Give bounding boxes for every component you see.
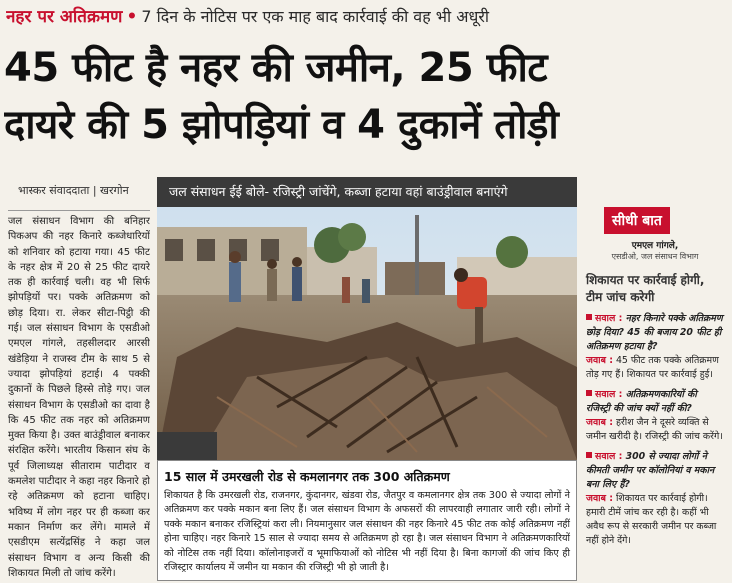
qa-answer: [586, 354, 724, 382]
encroachment-box-text: शिकायत है कि उमरखली रोड, राजनगर, कुंदानगर, खंडवा रोड, जैतपुर व कमलानगर क्षेत्र तक 300 से ज्यादा लोगों ने अतिक्रमण कर पक्के मकान बना लिए हैं। जल संसाधन विभाग के अफसरों की लापरवाही लगातार जारी रही। लोगों ने पक्के मकान बनाकर रजिस्ट्रियां करा ली। नियमानुसार जल संसाधन की नहर किनारे 45 फीट तक कोई अतिक्रमण नहीं होना चाहिए। नहर किनारे 15 साल से ज्यादा समय से अतिक्रमण हो रहा है। जल संसाधन विभाग ने अतिक्रमणकारियों को नोटिस तक नहीं दिया। कॉलोनाइजरों व भूमाफियाओं को नोटिस भी नहीं दिया है। बिना कागजों की जांच किए ही रजिस्ट्रार कार्यालय में जमीन या मकान की रजिस्ट्री भी हो जाती है।: [164, 490, 570, 574]
answer-label: जवाब :: [586, 355, 613, 366]
encroachment-box-heading: 15 साल में उमरखली रोड से कमलानगर तक 300 अतिक्रमण: [164, 469, 450, 484]
bullet-square-icon: [586, 390, 592, 396]
person-name: एमएल गांगले,: [631, 241, 679, 251]
column-rule: [8, 210, 150, 211]
answer-text: हरीश जैन ने दूसरे व्यक्ति से जमीन खरीदी है। रजिस्ट्री की जांच करेंगे।: [586, 417, 723, 442]
qa-question: [586, 388, 724, 416]
bullet-square-icon: [586, 314, 592, 320]
answer-label: जवाब :: [586, 493, 613, 504]
body-column: [8, 210, 150, 580]
question-label: सवाल :: [595, 313, 623, 324]
question-text: अतिक्रमणकारियों की रजिस्ट्री की जांच क्यों नहीं की?: [586, 389, 697, 414]
qa-answer: [586, 416, 724, 444]
question-text: 300 से ज्यादा लोगों ने कीमती जमीन पर कॉलोनियां व मकान बना लिए हैं?: [586, 451, 715, 490]
qa-list: [582, 312, 728, 548]
answer-text: 45 फीट तक पक्के अतिक्रमण तोड़ गए हैं। शिकायत पर कार्रवाई हुई।: [586, 355, 719, 380]
question-label: सवाल :: [595, 389, 623, 400]
kicker-separator: •: [126, 7, 138, 27]
sidhi-baat-badge: सीधी बात: [604, 207, 670, 234]
demolition-photo-image: [157, 207, 577, 460]
kicker-line: [6, 4, 726, 30]
sidhi-baat-column: [582, 207, 728, 581]
headline-line-1: 45 फीट है नहर की जमीन, 25 फीट: [4, 45, 548, 91]
question-text: नहर किनारे पक्के अतिक्रमण छोड़ दिया? 45 की बजाय 20 फीट ही अतिक्रमण हटाया है?: [586, 313, 723, 352]
answer-text: शिकायत पर कार्रवाई होगी। हमारी टीमें जांच कर रही है। कहीं भी अवैध रूप से सरकारी जमीन पर कब्जा नहीं होने देंगे।: [586, 493, 717, 546]
qa-question: [586, 450, 724, 492]
headline: [4, 40, 728, 154]
sidhi-baat-heading: शिकायत पर कार्रवाई होगी, टीम जांच करेगी: [586, 273, 705, 304]
kicker-tag: नहर पर अतिक्रमण: [6, 7, 123, 27]
demolition-photo: [157, 207, 577, 460]
question-label: सवाल :: [595, 451, 623, 462]
qa-question: [586, 312, 724, 354]
person-role: एसडीओ, जल संसाधन विभाग: [611, 252, 699, 261]
headline-line-2: दायरे की 5 झोपड़ियां व 4 दुकानें तोड़ी: [4, 102, 559, 148]
body-text: जल संसाधन विभाग की बनिहार पिकअप की नहर किनारे कब्जेधारियों को शनिवार को हटाया गया। 45 फीट के नहर क्षेत्र में 20 से 25 फीट दायरे तक ही कार्रवाई चली। वह भी सिर्फ झोपड़ियों पर। पक्के अतिक्रमण को छोड़ दिया। रा. लेकर सीटा-पिट्ठी की गई। जल संसाधन विभाग के एसडीओ एमएल गांगले, तहसीलदार आरसी खंडेड़िया ने राजस्व टीम के साथ 5 से ज्यादा झोपड़ियां हटाई। 4 पक्की दुकानों के पिछले हिस्से तोड़े गए। जल संसाधन विभाग के एसडीओ का दावा है कि 45 फीट तक नहर को अतिक्रमण मुक्त किया है। उक्त बाउंड्रीवाल बनाकर संरक्षित करेंगे। भारतीय किसान संघ के पूर्व जिलाध्यक्ष सीताराम पाटीदार व कमलेश पाटीदार ने कहा नहर किनारे हो रहे अतिक्रमण को हटाना चाहिए। भविष्य में लोग नहर पर ही कब्जा कर मकान निर्माण कर लेंगे। मामले में एसडीएम सत्येंद्रसिंह ने कहा जल संसाधन विभाग व अन्य किसी की शिकायत मिली तो जांच करेंगे।: [8, 216, 150, 579]
kicker-text: 7 दिन के नोटिस पर एक माह बाद कार्रवाई की वह भी अधूरी: [141, 7, 490, 26]
answer-label: जवाब :: [586, 417, 613, 428]
encroachment-box: [157, 460, 577, 581]
photo-caption: जल संसाधन ईई बोले- रजिस्ट्री जांचेंगे, कब्जा हटाया वहां बाउंड्रीवाल बनाएंगे: [157, 177, 577, 207]
byline: भास्कर संवाददाता | खरगोन: [18, 184, 129, 197]
qa-answer: [586, 492, 724, 548]
bullet-square-icon: [586, 452, 592, 458]
